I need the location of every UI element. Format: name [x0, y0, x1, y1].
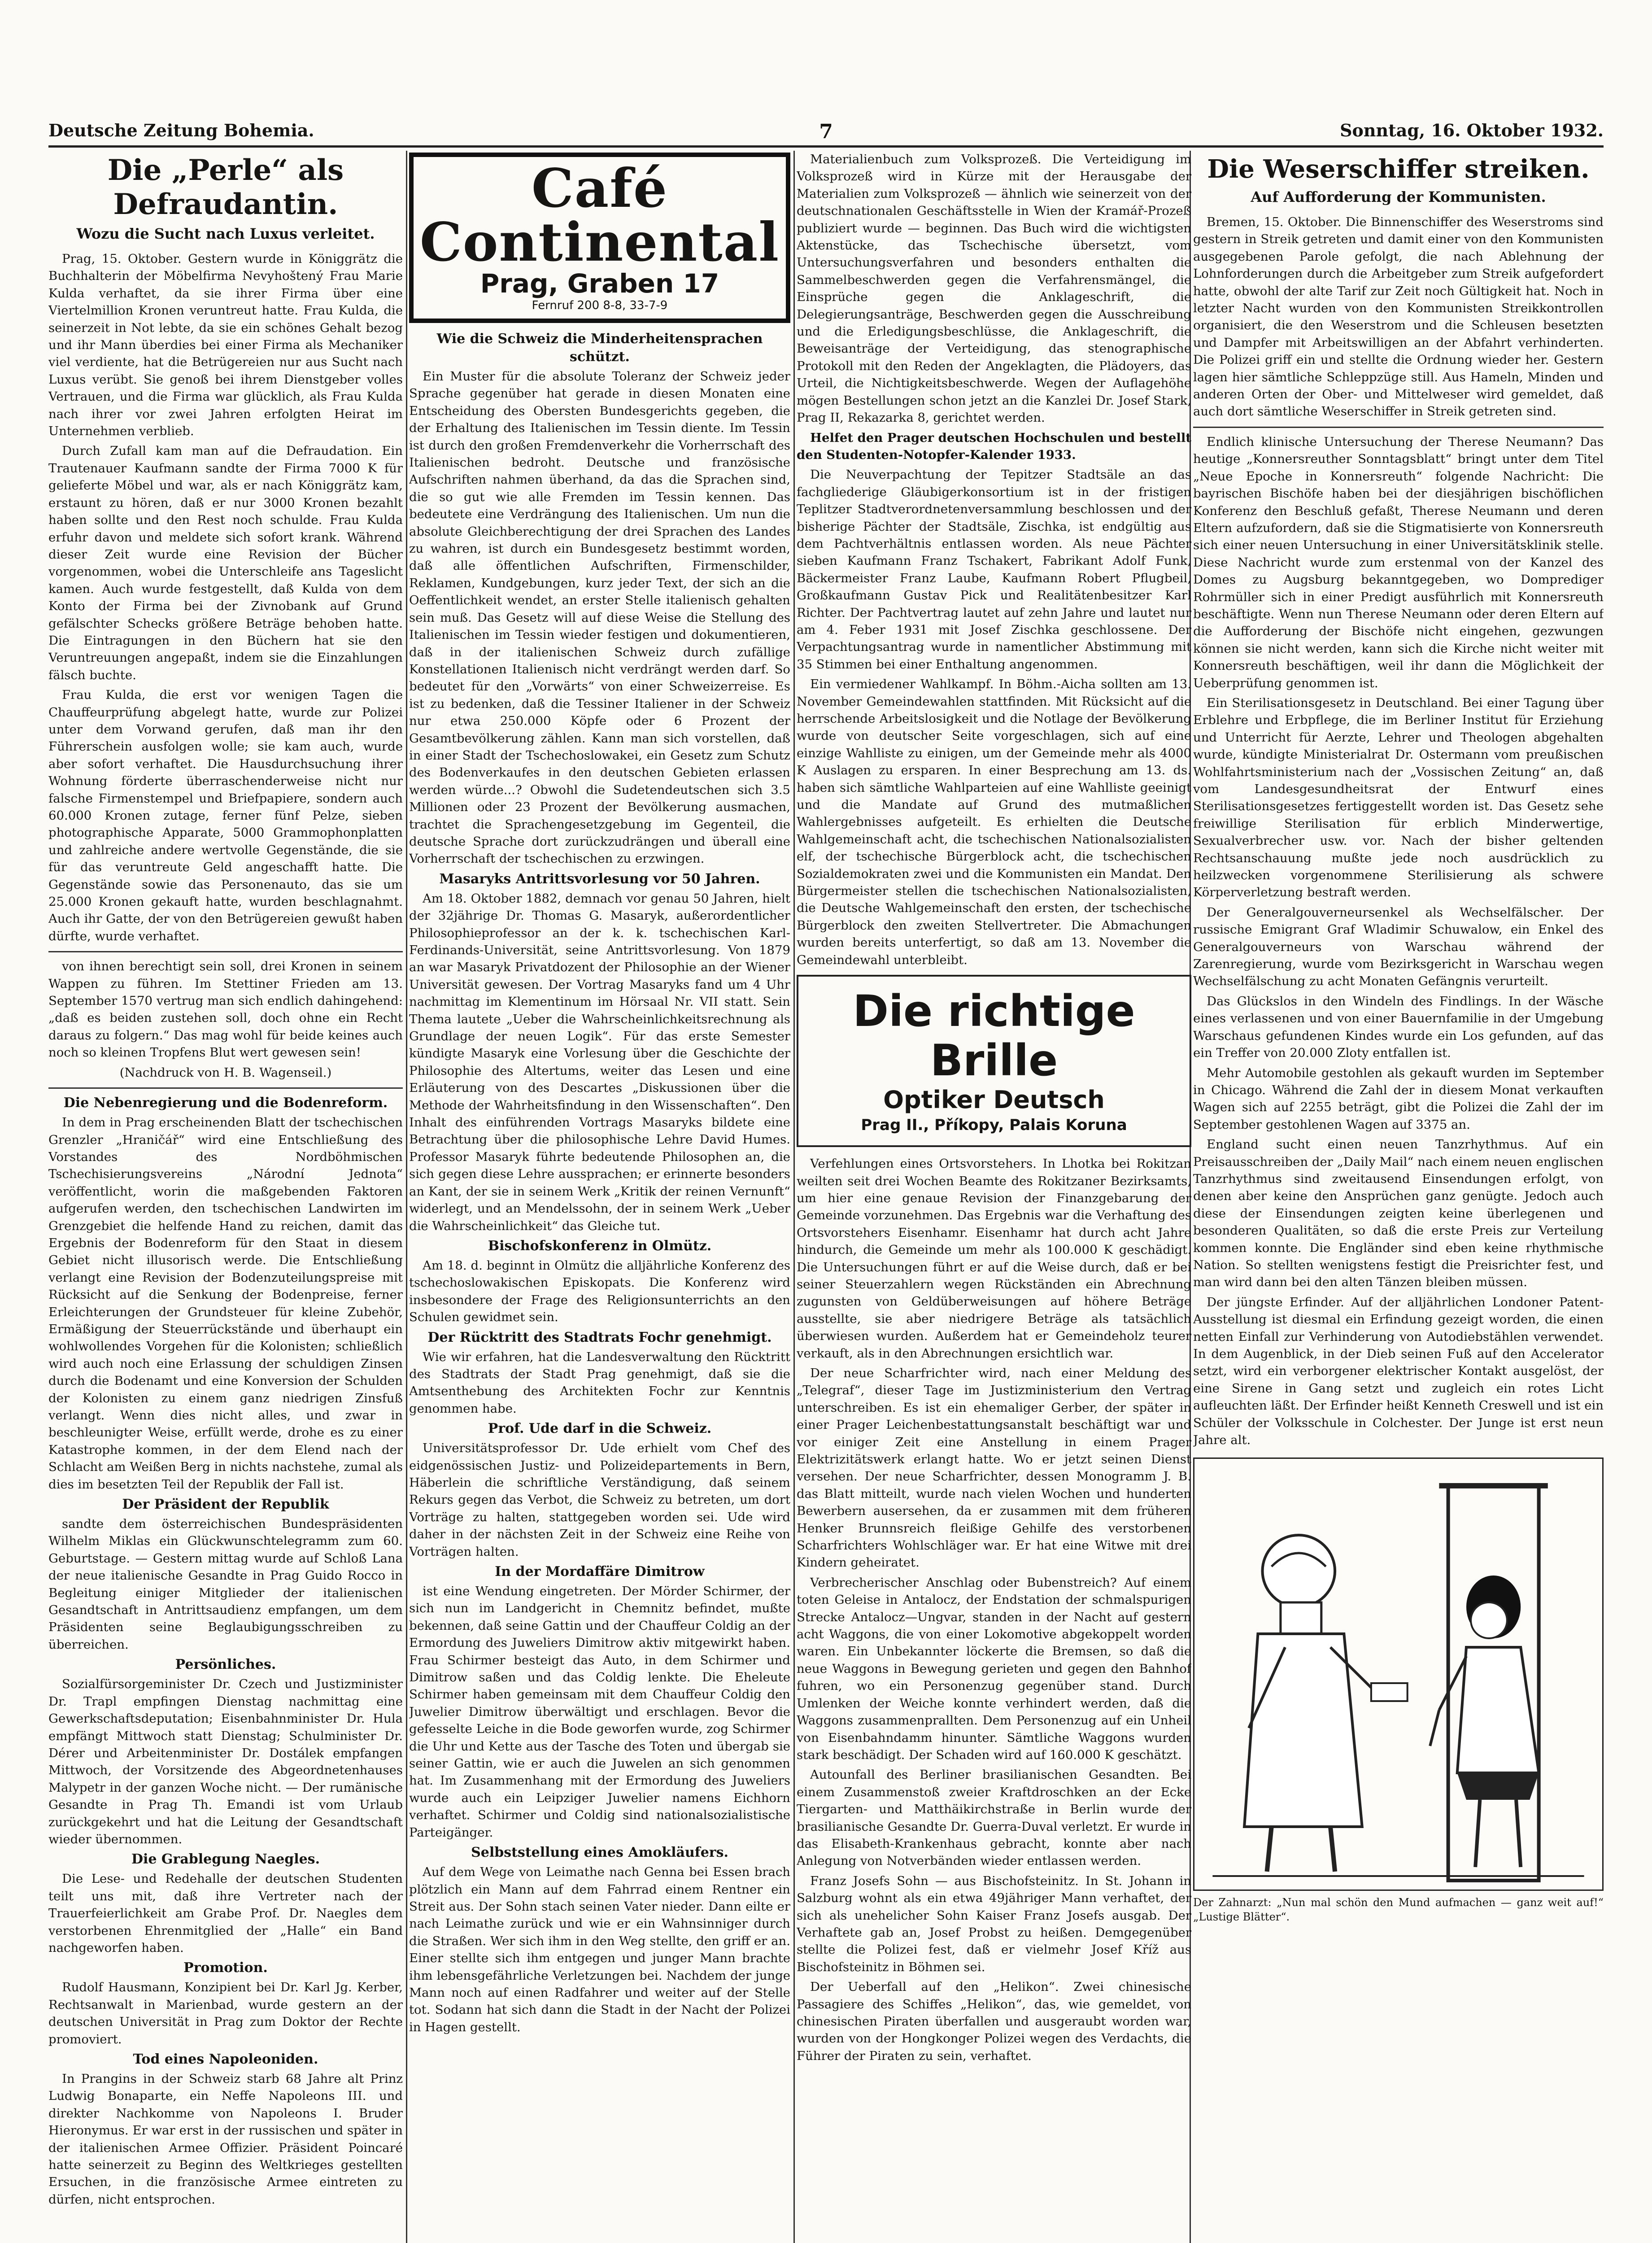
page-number: 7 [819, 120, 833, 143]
column-3 [797, 151, 1191, 2243]
news-heading: Der Rücktritt des Stadtrats Fochr genehmigt. [427, 1329, 772, 1345]
header-rule [48, 145, 1604, 148]
news-paragraph: Der jüngste Erfinder. Auf der alljährlichen Londoner Patent-Ausstellung ist diesmal ein Erfindung gezeigt worden, die einen netten Einfall zur Verhinderung von Autodiebstählen verwendet. In dem Augenblick, in der Dieb seinen Fuß auf den Accelerator setzt, wird ein verborgener elektrischer Kontakt ausgelöst, der eine Sirene in Gang setzt und zugleich ein rotes Licht aufleuchten läßt. Der Erfinder heißt Kenneth Creswell und ist ein Schüler der Volksschule in Colchester. Der Junge ist erst neun Jahre alt. [1193, 1295, 1604, 1448]
news-paragraph: ist eine Wendung eingetreten. Der Mörder Schirmer, der sich nun im Landgericht in Chemnitz befindet, mußte bekennen, daß seine Gattin und der Chauffeur Coldig an der Ermordung des Juweliers Dimitrow aktiv mitgewirkt haben. Frau Schirmer besteigt das Auto, in dem Schirmer und Dimitrow saßen und das Coldig lenkte. Die Eheleute Schirmer haben gemeinsam mit dem Chauffeur Coldig den Juwelier Dimitrow überwältigt und erschlagen. Bevor die gefesselte Leiche in die Bode geworfen wurde, zog Schirmer die Uhr und Kette aus der Tasche des Toten und übergab sie seiner Gattin, wie er auch die Juwelen an sich genommen hat. Im Zusammenhang mit der Ermordung des Juweliers wurde auch ein Leipziger Juwelier namens Eichhorn verhaftet. Schirmer und Coldig sind nationalsozialistische Parteigänger. [409, 1584, 790, 1840]
column-4 [1193, 151, 1604, 2243]
dentist-cartoon-drawing [1194, 1459, 1602, 1890]
running-header [48, 120, 1604, 143]
ad-phone: Fernruf 200 8-8, 33-7-9 [532, 299, 668, 312]
ad-address: Prag, Graben 17 [480, 268, 719, 299]
news-heading: Selbststellung eines Amokläufers. [471, 1845, 728, 1861]
article-paragraph: Bremen, 15. Oktober. Die Binnenschiffer des Weserstroms sind gestern in Streik getreten und damit einer von den Kommunisten ausgegebenen Parole gefolgt, die nach Ablehnung der Lohnforderungen durch die Arbeitgeber zum Streik aufgefordert hatte, obwohl der alte Tarif zur Zeit noch Gültigkeit hat. Noch in letzter Nacht wurden von den Kommunisten Streikkontrollen organisiert, die den Weserstrom und die Schleusen besetzten und Dampfer mit Arbeitswilligen an der Abfahrt verhinderten. Die Polizei griff ein und stellte die Ordnung wieder her. Gestern lagen hier sämtliche Schleppzüge still. Aus Hameln, Minden und anderen Orten der Ober- und Mittelweser wird gemeldet, daß auch dort sämtliche Weserschiffer in Streik getreten sind. [1193, 215, 1604, 419]
column-1 [48, 151, 403, 2243]
news-heading: Tod eines Napoleoniden. [133, 2051, 318, 2067]
ad-title: Café Continental [419, 157, 780, 273]
news-paragraph: In Prangins in der Schweiz starb 68 Jahre alt Prinz Ludwig Bonaparte, ein Neffe Napoleons III. und direkter Nachkomme von Napoleons I. Bruder Hieronymus. Er war erst in der russischen und später in der italienischen Armee Offizier. Präsident Poincaré hatte seinerzeit zu Beginn des Weltkrieges gestellten Ersuchen, in die französische Armee eintreten zu dürfen, nicht entsprochen. [48, 2072, 403, 2207]
signature: (Nachdruck von H. B. Wagenseil.) [119, 1065, 332, 1080]
news-heading: Die Grablegung Naegles. [131, 1851, 320, 1868]
news-paragraph: In dem in Prag erscheinenden Blatt der tschechischen Grenzler „Hraničář“ wird eine Entschließung des Vorstandes des Nordböhmischen Tschechisierungsvereins „Národní Jednota“ veröffentlicht, worin die maßgebenden Faktoren aufgerufen werden, den tschechischen Landwirten im Grenzgebiet die helfende Hand zu reichen, damit das Ergebnis der Bodenreform für den Staat in diesem Gebiet nicht illusorisch werde. Die Entschließung verlangt eine Revision der Bodenzuteilungspreise mit Rücksicht auf die Senkung der Bodenpreise, ferner Erleichterungen der Grundsteuer für kleine Zubehör, Ermäßigung der Steuerrückstände und überhaupt ein wohlwollendes Vorgehen für die Kolonisten; schließlich wird auch noch eine Erlassung der schuldigen Zinsen durch die Bodenamt und eine Konversion der Schulden der Kolonisten zu einem ganz niedrigen Zinsfuß verlangt. Wenn dies nicht alles, und zwar in beschleunigter Weise, erfüllt werde, drohe es zu einer Katastrophe kommen, in der dem Elend nach der Schlacht am Weißen Berg in nichts nachstehe, zumal als dies im besetzten Teil der Republik der Fall ist. [48, 1115, 403, 1492]
news-paragraph: Materialienbuch zum Volksprozeß. Die Verteidigung im Volksprozeß wird in Kürze mit der Herausgabe der Materialien zum Volksprozeß — ähnlich wie seinerzeit von der deutschnationalen Geschäftsstelle in Wien der Kramář-Prozeß publiziert wurde — beginnen. Das Buch wird die wichtigsten Aktenstücke, das Tschechische übersetzt, vom Untersuchungsverfahren und besonders enthalten die Sammelbeschwerden gegen die Verfahrensmängel, die Einsprüche gegen die Anklageschrift, die Delegierungsanträge, Beschwerden gegen die Ausschreibung und die Erledigungsbeschlüsse, die Anklageschrift, die Beweisanträge der Verteidigung, das stenographische Protokoll mit den Reden der Angeklagten, die Plädoyers, das Urteil, die Nichtigkeitsbeschwerde. Wegen der Auflagehöhe mögen Bestellungen schon jetzt an die Kanzlei Dr. Josef Stark, Prag II, Rekazarka 8, gerichtet werden. [797, 152, 1191, 425]
ad-title: Die richtige Brille [853, 986, 1135, 1086]
article-subtitle: Wozu die Sucht nach Luxus verleitet. [76, 225, 375, 242]
news-paragraph: Mehr Automobile gestohlen als gekauft wurden im September in Chicago. Während die Zahl der in diesem Monat verkauften Wagen sich auf 2255 beträgt, gibt die Polizei die Zahl der im September gestohlenen Wagen auf 3375 an. [1193, 1065, 1604, 1132]
news-paragraph: Wie wir erfahren, hat die Landesverwaltung den Rücktritt des Stadtrats der Stadt Prag genehmigt, daß sie die Amtsenthebung des Architekten Fochr zur Kenntnis genommen habe. [409, 1349, 790, 1416]
news-heading: Der Präsident der Republik [122, 1497, 329, 1513]
article-title: Die Weserschiffer streiken. [1207, 154, 1590, 184]
news-heading: Wie die Schweiz die Minderheitensprachen schützt. [436, 331, 763, 365]
article-title: Die „Perle“ als Defraudantin. [107, 153, 344, 221]
news-heading: In der Mordaffäre Dimitrow [495, 1564, 705, 1580]
news-paragraph: Ein vermiedener Wahlkampf. In Böhm.-Aicha sollten am 13. November Gemeindewahlen stattfinden. Mit Rücksicht auf die herrschende Arbeitslosigkeit und die Notlage der Bevölkerung wurde von deutscher Seite vorgeschlagen, sich auf eine einzige Wahlliste zu einigen, um der Gemeinde mehr als 4000 K Auslagen zu ersparen. In einer Besprechung am 13. ds. haben sich sämtliche Wahlparteien auf eine Wahlliste geeinigt und die Mandate auf Grund des mutmaßlichen Wahlergebnisses aufgeteilt. Es erhielten die Deutsche Wahlgemeinschaft acht, die tschechischen Nationalsozialisten elf, der tschechische Bürgerblock acht, die tschechischen Sozialdemokraten zwei und die Kommunisten ein Mandat. Den Bürgermeister stellen die tschechischen Nationalsozialisten, die Deutsche Wahlgemeinschaft den ersten, der tschechische Bürgerblock den zweiten Stellvertreter. Die Abmachungen wurden bereits unterfertigt, so daß am 13. November die Gemeindewahl unterbleibt. [797, 677, 1191, 967]
issue-date: Sonntag, 16. Oktober 1932. [1340, 120, 1604, 140]
news-paragraph: Die Lese- und Redehalle der deutschen Studenten teilt uns mit, daß ihre Vertreter nach der Trauerfeierlichkeit am Grabe Prof. Dr. Naegles dem verstorbenen Ehrenmitglied der „Halle“ ein Band nachgeworfen haben. [48, 1872, 403, 1955]
article-paragraph: Frau Kulda, die erst vor wenigen Tagen die Chauffeurprüfung abgelegt hatte, wurde zur Polizei unter dem Vorwand gerufen, daß man ihr den Führerschein ausfolgen wolle; sie kam auch, wurde aber sofort verhaftet. Die Hausdurchsuchung ihrer Wohnung förderte überraschenderweise nicht nur falsche Firmenstempel und Briefpapiere, sondern auch 60.000 Kronen zutage, ferner fünf Pelze, sieben photographische Apparate, 5000 Grammophonplatten und zahlreiche andere wertvolle Gegenstände, die sie für das veruntreute Geld angeschafft hatte. Die Gegenstände sowie das Personenauto, das sie um 25.000 Kronen gekauft hatte, wurden beschlagnahmt. Auch ihr Gatte, der von den Betrügereien gewußt haben dürfte, wurde verhaftet. [48, 688, 403, 943]
news-heading: Masaryks Antrittsvorlesung vor 50 Jahren. [439, 871, 760, 887]
ad-subtitle: Optiker Deutsch [883, 1086, 1105, 1114]
news-paragraph: Franz Josefs Sohn — aus Bischofsteinitz. In St. Johann in Salzburg wohnt als ein etwa 49jähriger Mann verhaftet, der sich als unehelicher Sohn Kaiser Franz Josefs ausgab. Der Verhaftete gab an, Josef Probst zu heißen. Demgegenüber stellte die Polizei fest, daß er vielmehr Josef Kříž aus Bischofsteinitz in Böhmen sei. [797, 1873, 1191, 1974]
separator [48, 1087, 403, 1089]
news-heading: Prof. Ude darf in die Schweiz. [488, 1421, 712, 1437]
news-paragraph: Auf dem Wege von Leimathe nach Genna bei Essen brach plötzlich ein Mann auf dem Fahrrad einem Rentner ein Streit aus. Der Sohn stach seinen Vater nieder. Dann eilte er nach Leimathe zurück und wie er ein Wahnsinniger durch die Straßen. Wer sich ihm in den Weg stellte, den griff er an. Einer stellte sich ihm entgegen und junger Mann brachte ihm lebensgefährliche Verletzungen bei. Nachdem der junge Mann noch auf einen Radfahrer und weiter auf der Stelle tot. Sodann hat sich dann die Stadt in der Nacht der Polizei in Hagen gestellt. [409, 1865, 790, 2034]
news-paragraph: Die Neuverpachtung der Tepitzer Stadtsäle an das fachgliederige Gläubigerkonsortium ist in der fristigen Teplitzer Stadtverordnetenversammlung beschlossen und der bisherige Pächter der Stadtsäle, Zischka, ist endgültig aus dem Pachtverhältnis entlassen worden. Als neue Pächter sieben Kaufmann Franz Tschakert, Fabrikant Adolf Funk, Bäckermeister Franz Laube, Kaufmann Robert Pflugbeil, Großkaufmann Gustav Pick und Realitätenbesitzer Karl Richter. Der Pachtvertrag lautet auf zehn Jahre und lautet nur am 4. Feber 1931 mit Josef Zischka geschlossene. Der Verpachtungsantrag wurde in namentlicher Abstimmung mit 35 Stimmen bei einer Enthaltung angenommen. [797, 467, 1191, 672]
separator [48, 951, 403, 952]
news-paragraph: England sucht einen neuen Tanzrhythmus. Auf ein Preisausschreiben der „Daily Mail“ nach einem neuen englischen Tanzrhythmus sind zweitausend Einsendungen erfolgt, von denen aber keine den Ansprüchen ganz genügte. Jedoch auch diese der Einsendungen zeigten keine überlegenen und besonderen Qualitäten, so daß die erste Preis zur Verteilung kommen konnte. Die Engländer sind eben keine rhythmische Nation. So stellten wenigstens festigt die Preisrichter fest, und man wird dann bei den alten Tänzen bleiben müssen. [1193, 1137, 1604, 1290]
news-heading: Die Nebenregierung und die Bodenreform. [63, 1095, 388, 1111]
news-paragraph: Universitätsprofessor Dr. Ude erhielt vom Chef des eidgenössischen Justiz- und Polizeidepartements in Bern, Häberlein die schriftliche Verständigung, daß seinem Rekurs gegen das Verbot, die Schweiz zu betreten, um dort Vorträge zu halten, stattgegeben worden sei. Ude wird daher in der nächsten Zeit in der Schweiz eine Reihe von Vorträgen halten. [409, 1441, 790, 1559]
article-paragraph: Prag, 15. Oktober. Gestern wurde in Königgrätz die Buchhalterin der Möbelfirma Nevyhoštený Frau Marie Kulda verhaftet, da sie ihrer Firma über eine Viertelmillion Kronen veruntreut hatte. Frau Kulda, die seinerzeit in Not lebte, da sie ein schönes Gehalt bezog und ihr Mann überdies bei einer Firma als Mechaniker viel verdiente, hat die Betrügereien nur aus Sucht nach Luxus verübt. Sie genoß bei ihrem Dienstgeber volles Vertrauen, und die Firma war glücklich, als Frau Kulda nach ihrer vor zwei Jahren erfolgten Heirat im Unternehmen verblieb. [48, 252, 403, 439]
news-heading: Persönliches. [175, 1657, 276, 1673]
news-paragraph: Verbrecherischer Anschlag oder Bubenstreich? Auf einem toten Geleise in Antalocz, der Endstation der schmalspurigen Strecke Antalocz—Ungvar, standen in der Nacht auf gestern acht Waggons, die von einer Lokomotive abgekoppelt worden waren. Ein Unbekannter löckerte die Bremsen, so daß die neue Waggons in Bewegung gerieten und gegen den Bahnhof fuhren, wo ein Personenzug gegenüber stand. Durch Umlenken der Weiche konnte verhindert werden, daß die Waggons zusammenprallten. Dem Personenzug auf ein Unheil von Eisenbahndamm hinunter. Sämtliche Waggons wurden stark beschädigt. Der Schaden wird auf 160.000 K geschätzt. [797, 1575, 1191, 1762]
column-2 [409, 151, 790, 2243]
article-subtitle: Auf Aufforderung der Kommunisten. [1251, 188, 1546, 205]
news-paragraph: Am 18. d. beginnt in Olmütz die alljährliche Konferenz des tschechoslowakischen Episkopats. Die Konferenz wird insbesondere der Frage des Religionsunterrichts an den Schulen gewidmet sein. [409, 1258, 790, 1325]
news-paragraph: Der Ueberfall auf den „Helikon“. Zwei chinesische Passagiere des Schiffes „Helikon“, das, wie gemeldet, von chinesischen Piraten überfallen und ausgeraubt worden war, wurden von der Hongkonger Polizei wegen des Verdachts, die Führer der Piraten zu sein, verhaftet. [797, 1980, 1191, 2063]
news-paragraph: Rudolf Hausmann, Konzipient bei Dr. Karl Jg. Kerber, Rechtsanwalt in Marienbad, wurde gestern an der deutschen Universität in Prag zum Doktor der Rechte promoviert. [48, 1980, 403, 2047]
cartoon-illustration [1193, 1458, 1604, 1891]
ad-address: Prag II., Příkopy, Palais Koruna [861, 1116, 1127, 1135]
cafe-continental-ad [409, 153, 790, 323]
news-paragraph: Verfehlungen eines Ortsvorstehers. In Lhotka bei Rokitzan weilten seit drei Wochen Beamte des Rokitzaner Bezirksamts, um hier eine genaue Revision der Finanzgebarung der Gemeinde vorzunehmen. Das Ergebnis war die Verhaftung des Ortsvorstehers Eisenhamr. Eisenhamr hat durch acht Jahre hindurch, die Gemeinde um mehr als 100.000 K geschädigt. Die Untersuchungen führt er auf die Weise durch, daß er bei seiner Steuerzahlern wegen Rückständen ein Abrechnung zugunsten von Geldüberweisungen auf höhere Beträge ausstellte, sie aber niedrigere Beträge als tatsächlich überwiesen wurden. Außerdem hat er Gemeindeholz teurer verkauft, als in den Abrechnungen ersichtlich war. [797, 1156, 1191, 1361]
news-paragraph: Helfet den Prager deutschen Hochschulen und bestellt den Studenten-Notopfer-Kalender 1933. [797, 430, 1191, 462]
column-rule [793, 151, 795, 2243]
news-paragraph: Ein Muster für die absolute Toleranz der Schweiz jeder Sprache gegenüber hat gerade in diesen Monaten eine Entscheidung des Obersten Bundesgerichts gegeben, die der Erhaltung des Italienischen im Tessin diente. Im Tessin ist durch den großen Fremdenverkehr die Vorherrschaft des Italienischen bedroht. Deutsche und französische Aufschriften nahmen überhand, da das die Sprachen sind, die so gut wie alle Fremden im Tessin kennen. Das bedeutete eine Verdrängung des Italienischen. Um nun die absolute Gleichberechtigung der drei Sprachen des Landes zu wahren, ist durch ein Bundesgesetz bestimmt worden, daß alle öffentlichen Aufschriften, Firmenschilder, Reklamen, Kundgebungen, kurz jeder Text, der sich an die Oeffentlichkeit wendet, an erster Stelle italienisch gehalten sein muß. Das Gesetz will auf diese Weise die Stellung des Italienischen im Tessin wieder festigen und dokumentieren, daß in der italienischen Schweiz durch zufällige Konstellationen Italienisch nicht verdrängt werden darf. So bedeutet für den „Vorwärts“ von einer Schweizerreise. Es ist zu bedenken, daß die Tessiner Italiener in der Schweiz nur etwa 250.000 Köpfe oder 6 Prozent der Gesamtbevölkerung zählen. Kann man sich vorstellen, daß in einer Stadt der Tschechoslowakei, ein Gesetz zum Schutz des Bodenverkaufes in den deutschen Gebieten erlassen werden würde...? Obwohl die Sudetendeutschen sich 3.5 Millionen oder 23 Prozent der Bevölkerung ausmachen, trachtet die Sprachengesetzgebung im Gegenteil, die deutsche Sprache dort zurückzudrängen und überall eine Vorherrschaft der tschechischen zu erzwingen. [409, 369, 790, 866]
news-heading: Promotion. [183, 1960, 268, 1976]
news-paragraph: Sozialfürsorgeminister Dr. Czech und Justizminister Dr. Trapl empfingen Dienstag nachmittag eine Gewerkschaftsdeputation; Eisenbahnminister Dr. Hula empfängt Mittwoch statt Dienstag; Schulminister Dr. Dérer und Arbeitenminister Dr. Dostálek empfangen Mittwoch, der Vorsitzende des Abgeordnetenhauses Malypetr in der ganzen Woche nicht. — Der rumänische Gesandte in Prag Th. Emandi ist vom Urlaub zurückgekehrt und hat die Leitung der Gesandtschaft wieder übernommen. [48, 1677, 403, 1846]
news-paragraph: Der Generalgouverneursenkel als Wechselfälscher. Der russische Emigrant Graf Wladimir Schuwalow, ein Enkel des Generalgouverneurs von Warschau während der Zarenregierung, wurde vom Bezirksgericht in Warschau wegen Wechselfälschung zu acht Monaten Gefängnis verurteilt. [1193, 905, 1604, 989]
article-paragraph: von ihnen berechtigt sein soll, drei Kronen in seinem Wappen zu führen. Im Stettiner Frieden am 13. September 1570 vertrug man sich endlich dahingehend: „daß es beiden zustehen soll, doch ohne ein Recht daraus zu folgern.“ Das mag wohl für beide keines auch noch so kleinen Tropfens Blut wert gewesen sein! [48, 959, 403, 1060]
news-paragraph: Am 18. Oktober 1882, demnach vor genau 50 Jahren, hielt der 32jährige Dr. Thomas G. Masaryk, außerordentlicher Philosophieprofessor an der k. k. tschechischen Karl-Ferdinands-Universität, seine Antrittsvorlesung. Von 1879 an war Masaryk Privatdozent der Philosophie an der Wiener Universität gewesen. Der Vortrag Masaryks fand um 4 Uhr nachmittag im Klementinum im Hörsaal Nr. VII statt. Sein Thema lautete „Ueber die Wahrscheinlichkeitsrechnung als Grundlage der neuen Logik“. Für das erste Semester kündigte Masaryk eine Vorlesung über die Geschichte der Philosophie des Altertums, weiter das Lesen und eine Erläuterung von des Descartes „Diskussionen über die Methode der Wahrheitsfindung in den Wissenschaften“. Den Inhalt des einführenden Vortrags Masaryks bildete eine Betrachtung über die philosophische Lehre David Humes. Professor Masaryk führte bedeutende Philosophen an, die sich gegen diese Lehre aussprachen; er erinnerte besonders an Kant, der sie in seinem Werk „Kritik der reinen Vernunft“ widerlegt, und an Mendelssohn, der in seinem Werk „Ueber die Wahrscheinlichkeit“ das Gleiche tut. [409, 891, 790, 1233]
article-paragraph: Durch Zufall kam man auf die Defraudation. Ein Trautenauer Kaufmann sandte der Firma 7000 K für gelieferte Möbel und war, als er nach Königgrätz kam, erstaunt zu hören, daß er nur 3000 Kronen bezahlt haben sollte und den Rest noch schulde. Frau Kulda erfuhr davon und meldete sich sofort krank. Während dieser Zeit wurde eine Revision der Bücher vorgenommen, wobei die Unterschleife ans Tageslicht kamen. Auch wurde festgestellt, daß Kulda von dem Konto der Firma bei der Zivnobank auf Grund gefälschter Schecks größere Beträge behoben hatte. Die Eintragungen in den Büchern hat sie den Veruntreuungen angepaßt, indem sie die Einzahlungen fälsch buchte. [48, 444, 403, 682]
separator [1193, 427, 1604, 428]
news-paragraph: Endlich klinische Untersuchung der Therese Neumann? Das heutige „Konnersreuther Sonntagsblatt“ bringt unter dem Titel „Neue Epoche in Konnersreuth“ folgende Nachricht: Die bayrischen Bischöfe haben bei der diesjährigen bischöflichen Konferenz den Beschluß gefaßt, Therese Neumann und deren Eltern aufzufordern, daß sie die Stigmatisierte von Konnersreuth sich einer neuen Untersuchung in einer Universitätsklinik stelle. Diese Nachricht wurde zum erstenmal von der Kanzel des Domes zu Augsburg bekanntgegeben, wo Domprediger Rohrmüller sich in einer Predigt ausführlich mit Konnersreuth beschäftigte. Wenn nun Therese Neumann oder deren Eltern auf die Aufforderung der Bischöfe nicht eingehen, gezwungen können sie nicht werden, kann sich die Kirche nicht weiter mit Konnersreuth beschäftigen, weil ihr dann die Möglichkeit der Ueberprüfung genommen ist. [1193, 434, 1604, 690]
newspaper-name: Deutsche Zeitung Bohemia. [48, 120, 314, 140]
news-heading: Bischofskonferenz in Olmütz. [488, 1238, 712, 1254]
optiker-deutsch-ad [797, 975, 1191, 1147]
news-paragraph: Das Glückslos in den Windeln des Findlings. In der Wäsche eines verlassenen und von einer Bauernfamilie in der Umgebung Warschaus gefundenen Kindes wurde ein Los gefunden, auf das ein Treffer von 20.000 Zloty entfallen ist. [1193, 994, 1604, 1060]
news-paragraph: sandte dem österreichischen Bundespräsidenten Wilhelm Miklas ein Glückwunschtelegramm zum 60. Geburtstage. — Gestern mittag wurde auf Schloß Lana der neue italienische Gesandte in Prag Guido Rocco in Begleitung einiger Mitglieder der italienischen Gesandtschaft in Antrittsaudienz empfangen, um dem Präsidenten seine Beglaubigungsschreiben zu überreichen. [48, 1517, 403, 1652]
news-paragraph: Ein Sterilisationsgesetz in Deutschland. Bei einer Tagung über Erblehre und Erbpflege, die im Berliner Institut für Erziehung und Unterricht für Aerzte, Lehrer und Theologen abgehalten wurde, kündigte Ministerialrat Dr. Ostermann vom preußischen Wohlfahrtsministerium nach der „Vossischen Zeitung“ an, daß vom Landesgesundheitsrat der Entwurf eines Sterilisationsgesetzes fertiggestellt worden ist. Das Gesetz sehe freiwillige Sterilisation für erblich Minderwertige, Sexualverbrecher usw. vor. Nach der bisher geltenden Rechtsanschauung mußte jede noch ausdrücklich zu heilzwecken vorgenommene Sterilisierung als schwere Körperverletzung bestraft werden. [1193, 695, 1604, 900]
news-paragraph: Autounfall des Berliner brasilianischen Gesandten. Bei einem Zusammenstoß zweier Kraftdroschken an der Ecke Tiergarten- und Matthäikirchstraße in Berlin wurde der brasilianische Gesandte Dr. Guerra-Duval verletzt. Er wurde in das Elisabeth-Krankenhaus gebracht, konnte aber nach Anlegung von Notverbänden wieder entlassen werden. [797, 1767, 1191, 1868]
cartoon-caption: Der Zahnarzt: „Nun mal schön den Mund aufmachen — ganz weit auf!“ „Lustige Blätter“. [1193, 1896, 1604, 1924]
news-paragraph: Der neue Scharfrichter wird, nach einer Meldung des „Telegraf“, dieser Tage im Justizministerium den Vertrag unterschreiben. Es ist ein ehemaliger Gerber, der später in einer Prager Leichenbestattungsanstalt beschäftigt war und vor einiger Zeit eine Anstellung in einem Prager Elektrizitätswerk erlangt hatte. Wo er jetzt seinen Dienst versehen. Der neue Scharfrichter, dessen Monogramm J. B. das Blatt mitteilt, wurde nach vielen Wochen und hunderten Bewerbern ausersehen, da er zusammen mit dem früheren Henker Brunnsreich fleißige Gehilfe des verstorbenen Scharfrichters Wohlschläger war. Er hat eine Witwe mit drei Kindern geheiratet. [797, 1366, 1191, 1570]
column-rule [406, 151, 407, 2243]
